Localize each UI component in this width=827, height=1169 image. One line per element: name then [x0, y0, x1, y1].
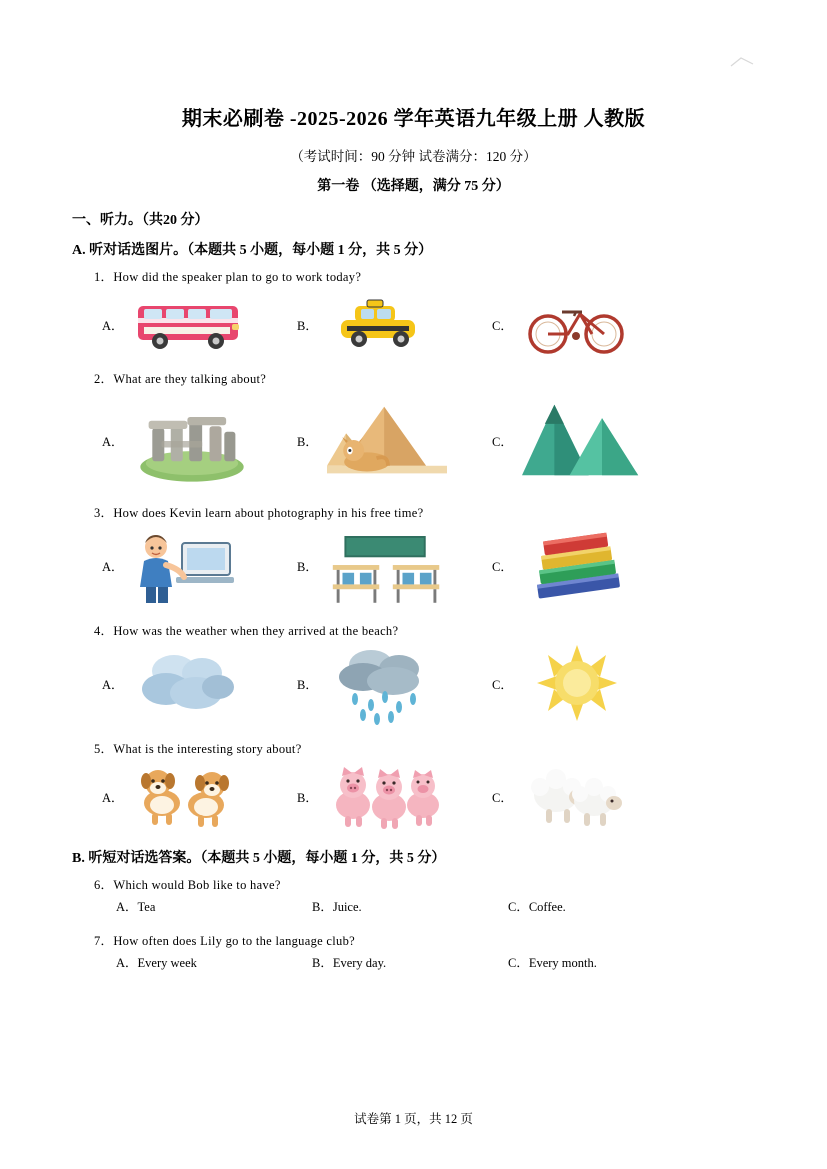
question-3-text — [94, 503, 755, 521]
question-6-option-c[interactable]: C．Coffee. — [508, 900, 566, 914]
option-label: B． — [297, 560, 318, 574]
question-5-number: 5． — [94, 742, 114, 756]
classroom-desks-icon — [327, 525, 447, 607]
question-7-number: 7． — [94, 934, 114, 948]
option-label: A． — [102, 791, 124, 805]
question-7-option-b[interactable]: B．Every day. — [312, 956, 387, 970]
question-5-text — [94, 739, 755, 757]
question-2-option-c[interactable] — [492, 393, 687, 489]
question-3-option-a[interactable] — [102, 525, 297, 607]
question-4-option-a[interactable] — [102, 643, 297, 725]
question-1-option-a[interactable] — [102, 289, 297, 361]
question-2-number: 2． — [94, 372, 114, 386]
option-label: C． — [492, 560, 513, 574]
dogs-icon — [132, 761, 252, 833]
question-1-number: 1． — [94, 270, 114, 284]
part-title: 第一卷 （选择题，满分 75 分） — [317, 179, 510, 194]
question-6-option-b[interactable]: B．Juice. — [312, 900, 362, 914]
option-label: C． — [492, 319, 513, 333]
subsection-a-head: A. 听对话选图片。（本题共 5 小题，每小题 1 分，共 5 分） — [72, 243, 433, 258]
exam-info: （考试时间：90 分钟 试卷满分：120 分） — [290, 149, 537, 164]
question-1-option-c[interactable] — [492, 289, 687, 361]
boy-computer-icon — [132, 525, 252, 607]
option-label: B． — [297, 435, 318, 449]
mountains-icon — [522, 393, 642, 489]
question-7-text — [94, 931, 755, 949]
question-1-text — [94, 267, 755, 285]
question-7-options — [116, 953, 755, 971]
page-corner-mark-icon — [729, 56, 755, 68]
question-3-option-b[interactable] — [297, 525, 492, 607]
option-label: C． — [492, 678, 513, 692]
question-4-body: How was the weather when they arrived at the beach? — [113, 624, 399, 638]
question-2-text — [94, 369, 755, 387]
page-footer: 试卷第 1 页，共 12 页 — [354, 1112, 473, 1126]
page-title: 期末必刷卷 -2025-2026 学年英语九年级上册 人教版 — [181, 108, 646, 130]
option-label: A． — [102, 560, 124, 574]
question-7-body: How often does Lily go to the language club? — [113, 934, 355, 948]
sunny-icon — [522, 643, 642, 725]
question-5-option-c[interactable] — [492, 761, 687, 833]
question-1-option-b[interactable] — [297, 289, 492, 361]
question-5-options — [102, 761, 755, 833]
question-3-options — [102, 525, 755, 607]
question-4-option-b[interactable] — [297, 643, 492, 725]
pigs-icon — [327, 761, 447, 833]
question-6-option-a[interactable]: A．Tea — [116, 900, 156, 914]
question-4-option-c[interactable] — [492, 643, 687, 725]
bus-icon — [132, 289, 252, 361]
question-3-option-c[interactable] — [492, 525, 687, 607]
option-label: A． — [102, 435, 124, 449]
question-5-option-b[interactable] — [297, 761, 492, 833]
question-5-body: What is the interesting story about? — [113, 742, 302, 756]
bicycle-icon — [522, 289, 642, 361]
subsection-b-head: B. 听短对话选答案。（本题共 5 小题，每小题 1 分，共 5 分） — [72, 851, 446, 866]
option-label: B． — [297, 319, 318, 333]
question-4-text — [94, 621, 755, 639]
question-6-text — [94, 875, 755, 893]
cloudy-icon — [132, 643, 252, 725]
question-3-body: How does Kevin learn about photography in his free time? — [113, 506, 424, 520]
taxi-icon — [327, 289, 447, 361]
question-3-number: 3． — [94, 506, 114, 520]
question-1-options — [102, 289, 755, 361]
question-6-options — [116, 897, 755, 915]
question-4-options — [102, 643, 755, 725]
question-2-options — [102, 393, 755, 489]
option-label: B． — [297, 678, 318, 692]
question-7-option-c[interactable]: C．Every month. — [508, 956, 597, 970]
option-label: C． — [492, 435, 513, 449]
question-2-option-a[interactable] — [102, 393, 297, 489]
question-2-option-b[interactable] — [297, 393, 492, 489]
question-6-number: 6． — [94, 878, 114, 892]
pyramid-sphinx-icon — [327, 393, 447, 489]
option-label: A． — [102, 319, 124, 333]
question-6-body: Which would Bob like to have? — [113, 878, 281, 892]
question-7-option-a[interactable]: A．Every week — [116, 956, 197, 970]
books-icon — [522, 525, 642, 607]
rainy-icon — [327, 643, 447, 725]
sheep-icon — [522, 761, 642, 833]
question-2-body: What are they talking about? — [113, 372, 267, 386]
option-label: C． — [492, 791, 513, 805]
stonehenge-icon — [132, 393, 252, 489]
section-listening-head: 一、听力。（共20 分） — [72, 213, 209, 228]
option-label: A． — [102, 678, 124, 692]
question-1-body: How did the speaker plan to go to work today? — [113, 270, 362, 284]
option-label: B． — [297, 791, 318, 805]
question-5-option-a[interactable] — [102, 761, 297, 833]
question-4-number: 4． — [94, 624, 114, 638]
